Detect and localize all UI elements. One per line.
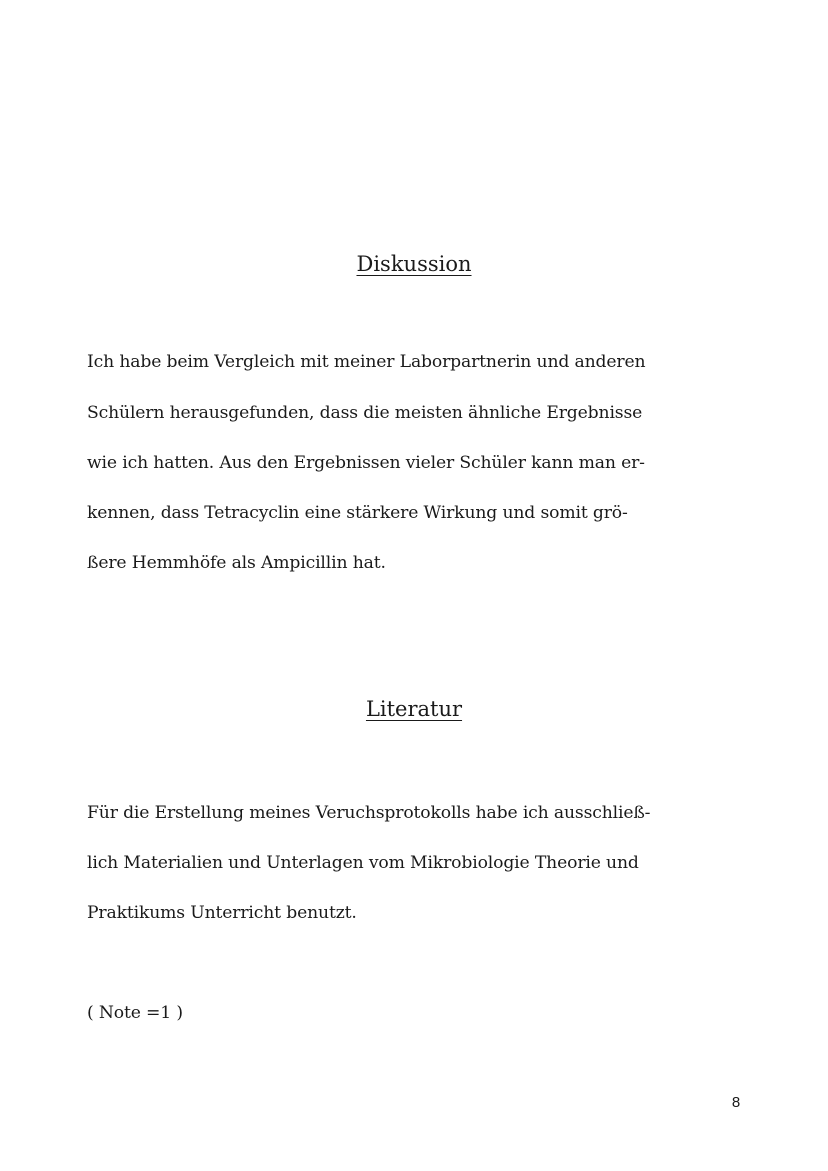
diskussion-line-4: kennen, dass Tetracyclin eine stärkere Wirkung und somit grö- [87, 503, 628, 523]
diskussion-heading [0, 251, 828, 277]
diskussion-line-2: Schülern herausgefunden, dass die meisten ähnliche Ergebnisse [87, 403, 643, 423]
diskussion-line-5: ßere Hemmhöfe als Ampicillin hat. [87, 553, 386, 573]
literatur-heading [0, 696, 828, 722]
literatur-heading-text: Literatur [365, 697, 463, 721]
diskussion-line-1: Ich habe beim Vergleich mit meiner Laborpartnerin und anderen [87, 352, 646, 372]
grade-note: ( Note =1 ) [87, 1003, 183, 1023]
diskussion-heading-text: Diskussion [356, 252, 472, 276]
literatur-line-2: lich Materialien und Unterlagen vom Mikrobiologie Theorie und [87, 853, 639, 873]
literatur-line-3: Praktikums Unterricht benutzt. [87, 903, 357, 923]
diskussion-line-3: wie ich hatten. Aus den Ergebnissen vieler Schüler kann man er- [87, 453, 645, 473]
page-number: 8 [731, 1094, 741, 1111]
literatur-line-1: Für die Erstellung meines Veruchsprotokolls habe ich ausschließ- [87, 803, 651, 823]
